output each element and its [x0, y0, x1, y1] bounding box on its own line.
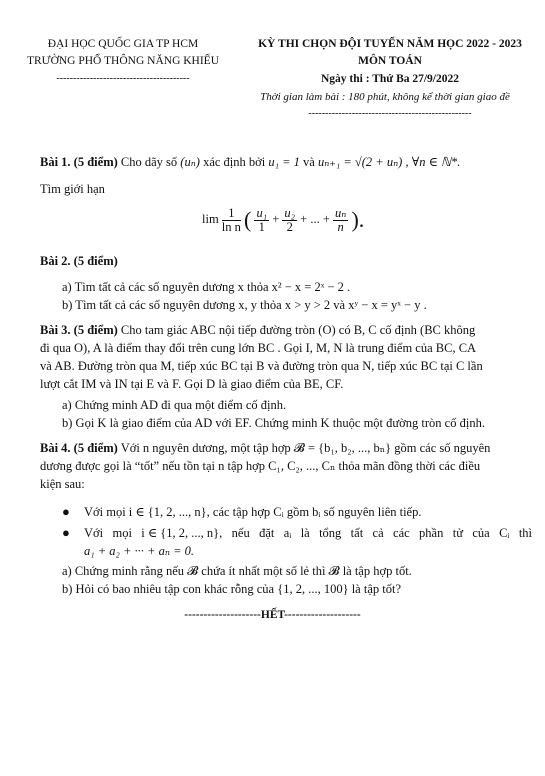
exam-duration: Thời gian làm bài : 180 phút, không kể thời gian giao đề — [260, 91, 510, 103]
problem-4-label: Bài 4. (5 điểm) — [40, 441, 118, 455]
problem-1-text: Cho dãy số — [120, 155, 178, 169]
problem-3-text: Cho tam giác ABC nội tiếp đường tròn (O) có B, C cố định (BC không — [120, 323, 476, 337]
exam-subject: MÔN TOÁN — [358, 55, 422, 67]
problem-1-recurrence: uₙ₊₁ = √(2 + uₙ) , ∀n ∈ ℕ*. — [317, 155, 461, 169]
problem-1-ask: Tìm giới hạn — [40, 182, 105, 196]
term-1-den: 1 — [258, 219, 265, 234]
problem-3-line-4: lượt cắt IM và IN tại E và F. Gọi D là giao điểm của BE, CF. — [40, 377, 344, 391]
limit-operator: lim — [202, 212, 219, 226]
term-n-den: n — [337, 219, 344, 234]
problem-3-line-1 — [40, 321, 475, 339]
close-paren: ). — [351, 207, 365, 233]
problem-1-and: và — [303, 155, 315, 169]
problem-4-condition-2-sum: a₁ + a₂ + ··· + aₙ = 0. — [84, 544, 194, 558]
problem-1-initial: u₁ = 1 — [268, 155, 300, 169]
problem-4-line-2: dương được gọi là “tốt” nếu tồn tại n tập hợp C₁, C₂, ..., Cₙ thỏa mãn đồng thời các điều — [40, 459, 481, 473]
problem-1-statement — [40, 153, 460, 171]
term-2-num: u₂ — [284, 205, 296, 220]
term-n — [333, 207, 348, 234]
exam-title: KỲ THI CHỌN ĐỘI TUYỂN NĂM HỌC 2022 - 2023 — [258, 38, 522, 50]
problem-4-line-3: kiện sau: — [40, 477, 85, 491]
problem-4-line-1 — [40, 439, 490, 457]
open-paren: ( — [244, 207, 252, 233]
school-name: TRƯỜNG PHỔ THÔNG NĂNG KHIẾU — [26, 55, 220, 67]
problem-3-line-3: và AB. Đường tròn qua M, tiếp xúc BC tại B và đường tròn qua N, tiếp xúc BC tại C lần — [40, 359, 483, 373]
header-left-rule: ---------------------------------------- — [56, 73, 190, 84]
problem-1-text2: xác định bởi — [203, 155, 266, 169]
limit-dots: + ... + — [300, 212, 330, 226]
limit-coefficient — [222, 207, 241, 234]
problem-2-label: Bài 2. (5 điểm) — [40, 254, 118, 268]
problem-2-part-a: a) Tìm tất cả các số nguyên dương x thỏa x² − x = 2ˣ − 2 . — [62, 280, 351, 294]
term-2 — [282, 207, 297, 234]
problem-4-condition-2: Với mọi i ∈ {1, 2, ..., n}, nếu đặt aᵢ là tổng tất cả các phần tử của Cᵢ thì — [84, 526, 533, 540]
term-n-num: uₙ — [335, 205, 347, 220]
problem-4-text: Với n nguyên dương, một tập hợp 𝓑 = {b₁, b₂, ..., bₙ} gồm các số nguyên — [120, 441, 491, 455]
problem-1-limit-formula: lim $\frac{1}{\text{ln n}}$ ( $\frac{\text{u₁}}{1}$ + $\frac{\text{u₂}}{2}$ + ... + $\frac{\text{uₙ}}{n}$ ). — [202, 205, 365, 234]
problem-1-label: Bài 1. (5 điểm) — [40, 155, 118, 169]
problem-3-part-a: a) Chứng minh AD đi qua một điểm cố định. — [62, 398, 287, 412]
end-marker: --------------------HẾT-------------------- — [184, 609, 361, 621]
problem-1-sequence: (uₙ) — [180, 155, 200, 169]
problem-4-part-a: a) Chứng minh rằng nếu 𝓑 chứa ít nhất một số lẻ thì 𝓑 là tập hợp tốt. — [62, 564, 412, 578]
problem-3-part-b: b) Gọi K là giao điểm của AD với EF. Chứng minh K thuộc một đường tròn cố định. — [62, 416, 485, 430]
university-name: ĐẠI HỌC QUỐC GIA TP HCM — [47, 38, 199, 50]
limit-coefficient-den: ln n — [221, 219, 241, 234]
bullet-icon: ● — [62, 504, 70, 519]
term-1-num: u₁ — [256, 205, 268, 220]
problem-4-condition-1: Với mọi i ∈ {1, 2, ..., n}, các tập hợp Cᵢ gồm bᵢ số nguyên liên tiếp. — [84, 505, 422, 519]
problem-3-line-2: đi qua O), A là điểm thay đổi trên cung lớn BC . Gọi I, M, N là trung điểm của BC, CA — [40, 341, 477, 355]
problem-4-part-b: b) Hỏi có bao nhiêu tập con khác rỗng của {1, 2, ..., 100} là tập tốt? — [62, 582, 401, 596]
limit-coefficient-num: 1 — [222, 207, 241, 221]
header-right-rule: ------------------------------------------------- — [308, 108, 472, 119]
problem-2-part-b: b) Tìm tất cả các số nguyên dương x, y thỏa x > y > 2 và xʸ − x = yˣ − y . — [62, 298, 427, 312]
term-1 — [254, 207, 269, 234]
term-2-den: 2 — [286, 219, 293, 234]
bullet-icon: ● — [62, 525, 70, 540]
exam-date: Ngày thi : Thứ Ba 27/9/2022 — [321, 73, 459, 85]
problem-3-label: Bài 3. (5 điểm) — [40, 323, 118, 337]
